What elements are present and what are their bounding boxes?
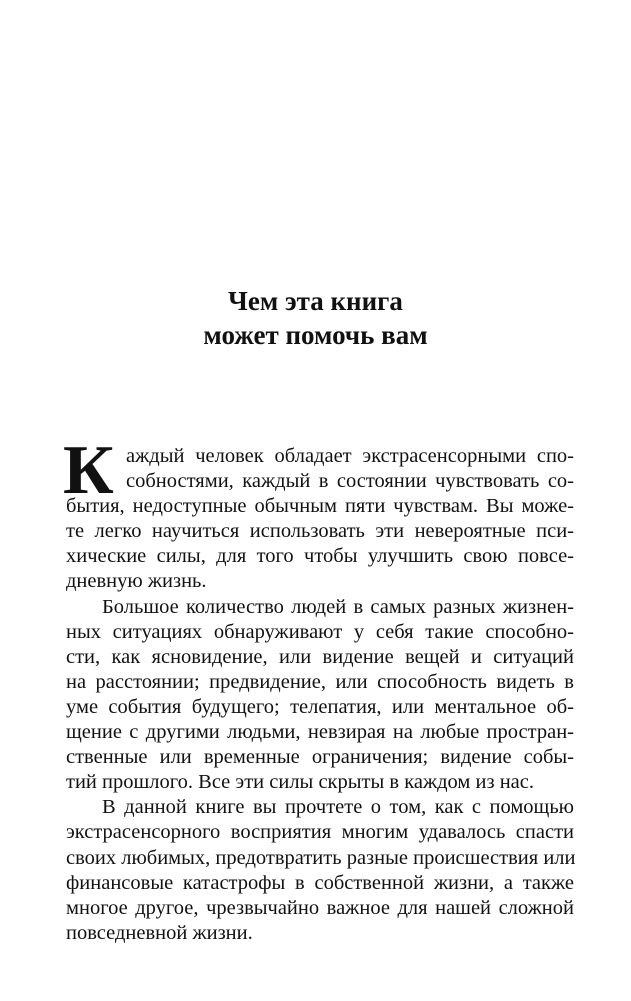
text-line: финансовые катастрофы в собственной жизни, а также xyxy=(66,871,574,894)
text-line: те легко научиться использовать эти невероятные пси- xyxy=(66,520,574,543)
text-line: на расстоянии; предвидение, или способность видеть в xyxy=(66,670,574,693)
text-line: своих любимых, предотвратить разные происшествия или xyxy=(66,846,576,869)
text-line: В данной книге вы прочтете о том, как с помощью xyxy=(102,796,574,819)
text-line: бытия, недоступные обычным пяти чувствам. Вы може- xyxy=(66,495,574,518)
text-line: повседневной жизни. xyxy=(66,921,253,944)
text-line: собностями, каждый в состоянии чувствовать со- xyxy=(126,470,574,493)
chapter-title xyxy=(0,284,631,352)
drop-cap: К xyxy=(63,432,114,509)
text-line: щение с другими людьми, невзирая на любые простран- xyxy=(66,721,574,744)
text-line: уме события будущего; телепатия, или ментальное об- xyxy=(66,695,574,718)
text-line: ственные или временные ограничения; видение собы- xyxy=(66,746,574,769)
text-line: сти, как ясновидение, или видение вещей и ситуаций xyxy=(66,645,574,668)
text-line: дневную жизнь. xyxy=(66,570,207,593)
text-line: хические силы, для того чтобы улучшить свою повсе- xyxy=(66,545,574,568)
text-line: Большое количество людей в самых разных жизнен- xyxy=(102,595,574,618)
chapter-title-line: может помочь вам xyxy=(203,320,428,350)
body-text xyxy=(63,432,576,946)
text-line: экстрасенсорного восприятия многим удавалось спасти xyxy=(66,821,574,844)
chapter-title-line: Чем эта книга xyxy=(228,286,403,316)
text-line: аждый человек обладает экстрасенсорными спо- xyxy=(126,445,574,467)
text-line: тий прошлого. Все эти силы скрыты в каждом из нас. xyxy=(66,771,534,794)
text-line: ных ситуациях обнаруживают у себя такие способно- xyxy=(66,620,574,643)
text-line: многое другое, чрезвычайно важное для нашей сложной xyxy=(66,896,574,919)
